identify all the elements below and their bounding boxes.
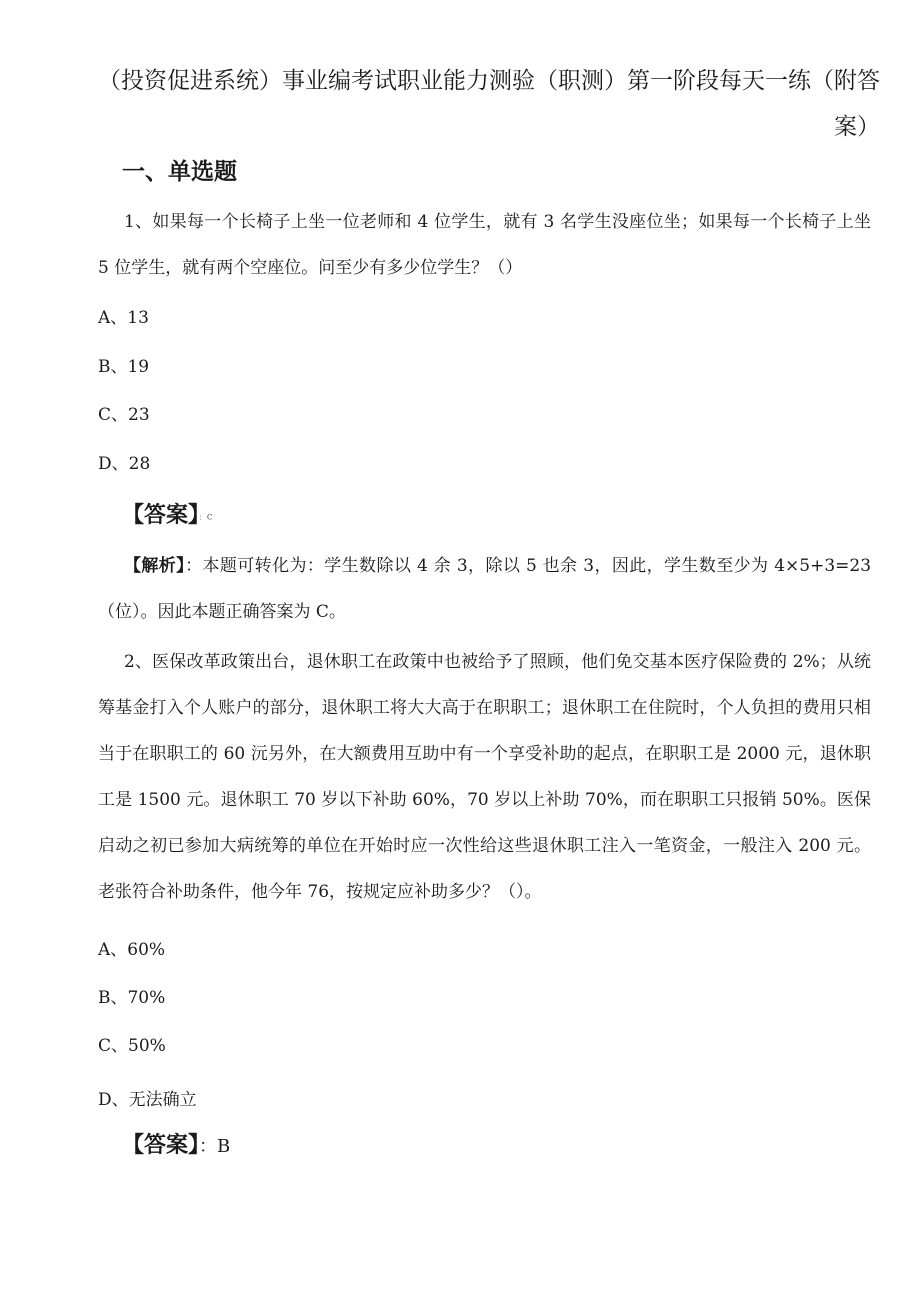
question-2-option-d: D、无法确立	[98, 1090, 197, 1110]
question-2-answer-value: ：B	[199, 1136, 231, 1157]
question-1-stem: 1、如果每一个长椅子上坐一位老师和 4 位学生，就有 3 名学生没座位坐；如果每一个长椅子上坐 5 位学生，就有两个空座位。问至少有多少位学生？（）	[98, 212, 871, 278]
document-title: （投资促进系统）事业编考试职业能力测验（职测）第一阶段每天一练（附答案）	[98, 68, 880, 140]
question-1-explanation-label: 【解析】	[124, 556, 186, 576]
question-1-answer-value: ：C	[199, 513, 214, 522]
question-1-option-a: A、13	[98, 308, 149, 328]
question-1-option-d: D、28	[98, 454, 151, 474]
question-1-explanation	[98, 543, 871, 635]
question-1-explanation-text: ：本题可转化为：学生数除以 4 余 3，除以 5 也余 3，因此，学生数至少为 4×5+3=23（位）。因此本题正确答案为 C。	[98, 556, 872, 622]
section-heading: 一、单选题	[122, 159, 237, 185]
question-2-option-a: A、60%	[98, 940, 166, 960]
question-2-answer-label: 【答案】	[122, 1133, 200, 1158]
question-2-answer	[122, 1130, 230, 1163]
question-1-option-b: B、19	[98, 357, 150, 377]
question-2-option-b: B、70%	[98, 988, 166, 1008]
question-1-answer-label: 【答案】	[122, 503, 200, 528]
question-1-answer	[122, 500, 213, 534]
question-2-stem: 2、医保改革政策出台，退休职工在政策中也被给予了照顾，他们免交基本医疗保险费的 2%；从统筹基金打入个人账户的部分，退休职工将大大高于在职职工；退休职工在住院时，个人负担的费用只相当于在职职工的 60 沅另外，在大额费用互助中有一个享受补助的起点，在职职工是 2000 元，退休职工是 1500 元。退休职工 70 岁以下补助 60%，70 岁以上补助 70%，而在职职工只报销 50%。医保启动之初已参加大病统筹的单位在开始时应一次性给这些退休职工注入一笔资金，一般注入 200 元。老张符合补助条件，他今年 76，按规定应补助多少？（）。	[98, 652, 871, 902]
question-2-option-c: C、50%	[98, 1036, 166, 1056]
question-1-option-c: C、23	[98, 405, 150, 425]
